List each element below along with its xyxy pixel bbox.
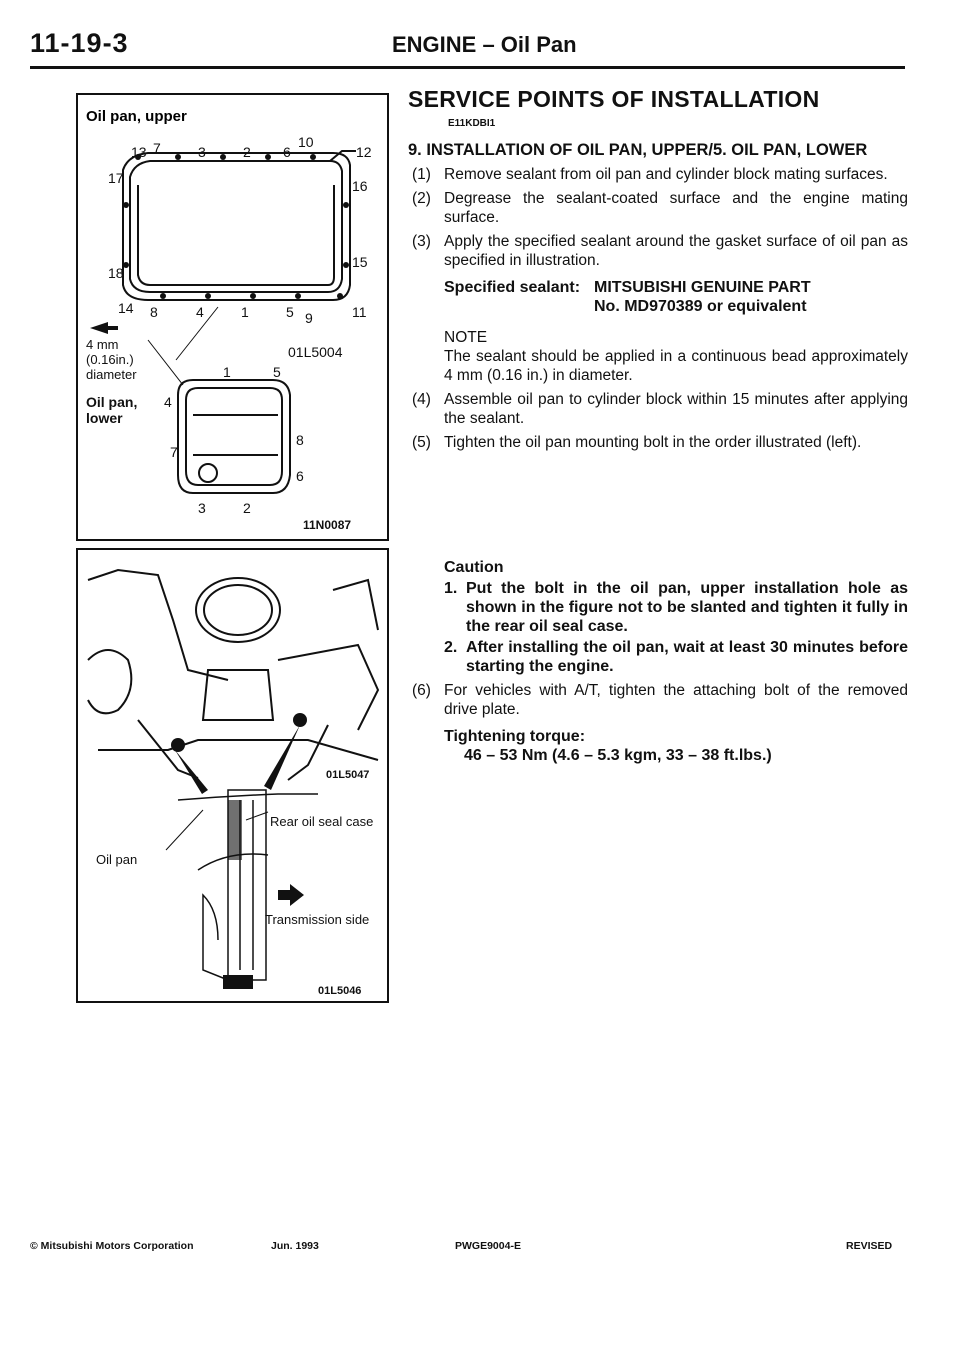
header-rule	[30, 66, 905, 69]
service-points-section	[408, 86, 908, 452]
bolt-number: 12	[356, 144, 372, 160]
bead-label	[86, 337, 137, 382]
bolt-number: 8	[150, 304, 158, 320]
bolt-number: 14	[118, 300, 134, 316]
list-item	[408, 189, 908, 227]
oil-pan-diagram	[78, 95, 387, 539]
bolt-number: 1	[223, 364, 231, 380]
list-item	[408, 232, 908, 270]
list-item	[408, 165, 908, 184]
footer-copyright: © Mitsubishi Motors Corporation	[30, 1240, 194, 1252]
fig-title-upper: Oil pan, upper	[86, 108, 187, 125]
caution-item	[444, 638, 908, 676]
bolt-number: 4	[164, 394, 172, 410]
bolt-number: 7	[153, 140, 161, 156]
bead-label-line: (0.16in.)	[86, 352, 134, 367]
footer-doc-code: PWGE9004-E	[455, 1240, 521, 1252]
upper-pan-outline	[123, 151, 356, 300]
fig-title-lower-2: lower	[86, 410, 123, 426]
upper-bolt-holes	[123, 154, 349, 299]
lower-pan-outline	[178, 380, 290, 493]
bead-label-line: diameter	[86, 367, 137, 382]
bolt-thread	[228, 800, 242, 860]
step-heading: 9. INSTALLATION OF OIL PAN, UPPER/5. OIL PAN, LOWER	[408, 141, 868, 159]
bolt-number: 9	[305, 310, 313, 326]
bead-arrow-icon	[90, 322, 108, 334]
upper-bolt-numbers	[108, 134, 372, 326]
bolt-number: 4	[196, 304, 204, 320]
bolt-number: 6	[296, 468, 304, 484]
note-title: NOTE	[444, 329, 488, 346]
label-transmission-side: Transmission side	[265, 912, 370, 927]
bolt-number: 16	[352, 178, 368, 194]
bolt-number: 2	[243, 144, 251, 160]
caution-item-text: Put the bolt in the oil pan, upper installation hole as shown in the figure not to be slanted and tighten it fully in the rear oil seal case.	[466, 580, 908, 635]
label-oil-pan: Oil pan	[96, 852, 138, 867]
list-item-number: (5)	[412, 434, 431, 451]
bolt-icons	[171, 713, 307, 794]
list-item-number: (4)	[412, 391, 431, 408]
engine-block-sketch	[88, 570, 378, 780]
list-item-text: For vehicles with A/T, tighten the attaching bolt of the removed drive plate.	[444, 682, 908, 718]
leader-line	[166, 810, 203, 850]
bolt-number: 3	[198, 500, 206, 516]
fig-code-top: 01L5047	[326, 769, 370, 781]
footer-date: Jun. 1993	[271, 1240, 319, 1252]
bolt-number: 5	[273, 364, 281, 380]
bolt-number: 13	[131, 144, 147, 160]
sealant-spec	[444, 278, 908, 316]
sealant-label: Specified sealant:	[444, 279, 581, 296]
torque-value: 46 – 53 Nm (4.6 – 5.3 kgm, 33 – 38 ft.lbs.)	[464, 747, 772, 764]
bolt-number: 3	[198, 144, 206, 160]
sealant-value: MITSUBISHI GENUINE PART	[594, 279, 811, 296]
bolt-number: 10	[298, 134, 314, 150]
service-title-row	[408, 86, 908, 133]
bolt-number: 1	[241, 304, 249, 320]
bolt-number: 17	[108, 170, 124, 186]
list-item	[408, 390, 908, 428]
list-item-text: Remove sealant from oil pan and cylinder block mating surfaces.	[444, 166, 888, 183]
list-item-number: (6)	[412, 682, 431, 699]
direction-arrow-icon	[278, 884, 304, 906]
list-item-number: (2)	[412, 190, 431, 207]
service-code: E11KDBI1	[448, 118, 496, 129]
caution-item-number: 2.	[444, 639, 458, 656]
caution-item-text: After installing the oil pan, wait at least 30 minutes before starting the engine.	[466, 639, 908, 675]
torque-label: Tightening torque:	[444, 728, 586, 745]
caution-title: Caution	[444, 559, 504, 576]
leader-line	[148, 340, 183, 385]
leader-line	[246, 812, 268, 820]
section-title: ENGINE – Oil Pan	[392, 32, 577, 57]
service-title: SERVICE POINTS OF INSTALLATION	[408, 86, 820, 112]
footer-status: REVISED	[846, 1240, 893, 1252]
bolt-number: 7	[170, 444, 178, 460]
fig-code: 11N0087	[303, 518, 352, 532]
sealant-part-number: No. MD970389 or equivalent	[594, 298, 807, 315]
fig-code-upper: 01L5004	[288, 344, 343, 360]
bolt-head	[223, 975, 253, 989]
bolt-number: 18	[108, 265, 124, 281]
list-item	[408, 681, 908, 719]
list-item-text: Tighten the oil pan mounting bolt in the order illustrated (left).	[444, 434, 862, 451]
bolt-number: 5	[286, 304, 294, 320]
list-item	[408, 433, 908, 452]
list-item-number: (1)	[412, 166, 431, 183]
caution-section	[408, 558, 908, 765]
list-item-text: Degrease the sealant-coated surface and the engine mating surface.	[444, 190, 908, 226]
fig-code-bottom: 01L5046	[318, 985, 362, 997]
list-item-number: (3)	[412, 233, 431, 250]
list-item-text: Assemble oil pan to cylinder block within 15 minutes after applying the sealant.	[444, 391, 908, 427]
list-item-text: Apply the specified sealant around the gasket surface of oil pan as specified in illustration.	[444, 233, 908, 269]
label-rear-oil-seal: Rear oil seal case	[270, 814, 374, 829]
bead-label-line: 4 mm	[86, 337, 119, 352]
fig-title-lower: Oil pan,	[86, 394, 138, 410]
note-text: The sealant should be applied in a continuous bead approximately 4 mm (0.16 in.) in diameter.	[444, 348, 908, 384]
bolt-number: 6	[283, 144, 291, 160]
bolt-number: 2	[243, 500, 251, 516]
figure-bolt-installation	[76, 548, 389, 1003]
bolt-number: 11	[352, 304, 367, 320]
caution-item-number: 1.	[444, 580, 458, 597]
bolt-number: 15	[352, 254, 368, 270]
note-block	[444, 328, 908, 385]
bolt-number: 8	[296, 432, 304, 448]
caution-item	[444, 579, 908, 636]
bolt-installation-diagram	[78, 550, 387, 1001]
figure-oil-pan-bolt-order	[76, 93, 389, 541]
page-number: 11-19-3	[30, 28, 129, 58]
